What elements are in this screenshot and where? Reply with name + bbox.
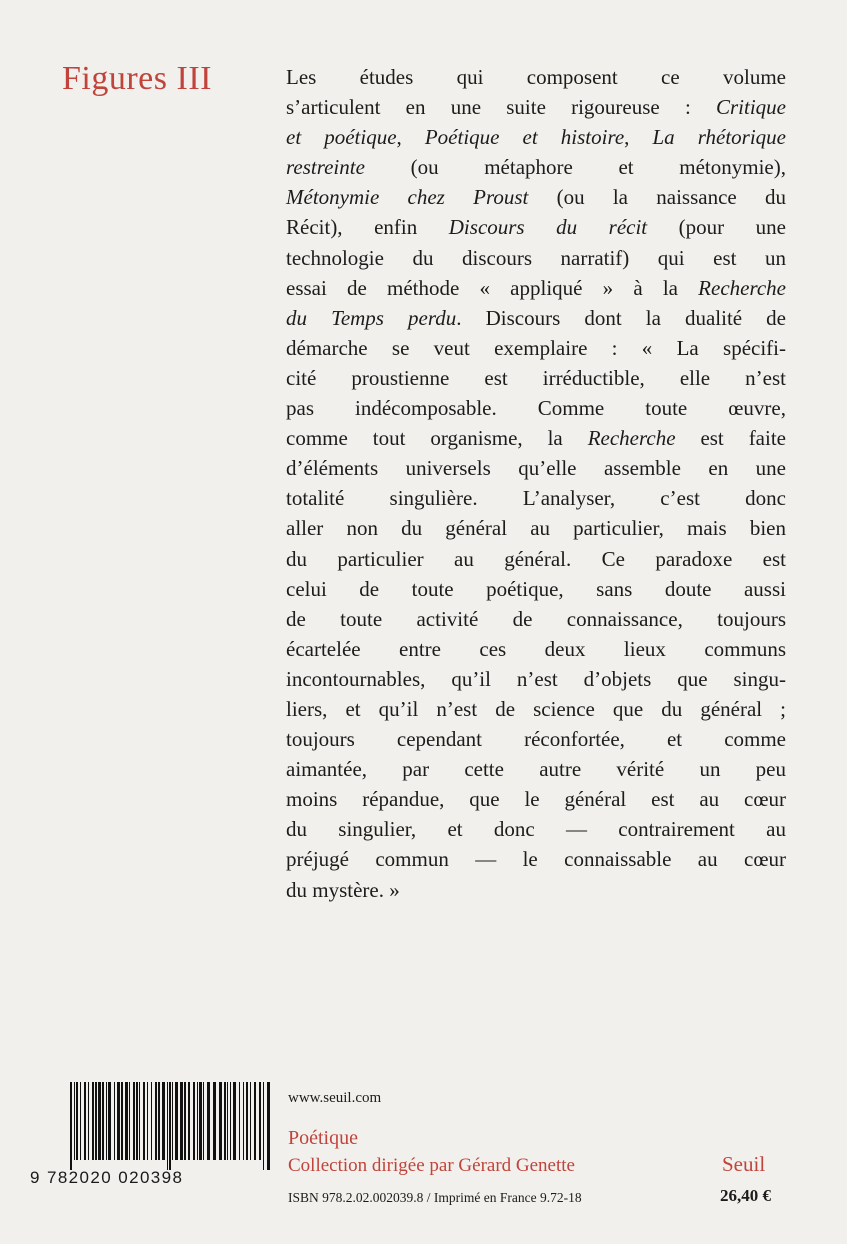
barcode-digits: 9 782020 020398 (30, 1168, 184, 1187)
barcode-bar (106, 1082, 107, 1160)
collection-director: Collection dirigée par Gérard Genette (288, 1155, 575, 1176)
barcode-block (30, 1082, 270, 1202)
blurb-line: liers, et qu’il n’est de science que du général ; (286, 696, 786, 721)
barcode-bar (246, 1082, 248, 1160)
isbn-line: ISBN 978.2.02.002039.8 / Imprimé en France 9.72-18 (288, 1190, 582, 1205)
barcode-bar (92, 1082, 94, 1160)
barcode-bar (233, 1082, 236, 1160)
barcode-bar (199, 1082, 202, 1160)
blurb-line: celui de toute poétique, sans doute aussi (286, 576, 786, 601)
blurb-line: du particulier au général. Ce paradoxe est (286, 546, 786, 571)
book-title: Figures III (62, 60, 212, 97)
blurb-line: moins répandue, que le général est au cœur (286, 787, 786, 812)
blurb-line: aimantée, par cette autre vérité un peu (286, 757, 786, 782)
barcode-bar (125, 1082, 128, 1160)
blurb-line: toujours cependant réconfortée, et comme (286, 727, 786, 752)
barcode-bar (70, 1082, 72, 1170)
barcode-bar (169, 1082, 171, 1170)
barcode-bar (180, 1082, 183, 1160)
blurb-line: du mystère. » (286, 877, 400, 902)
barcode-bar (227, 1082, 228, 1160)
blurb-line: de toute activité de connaissance, toujours (286, 606, 786, 631)
blurb-line: incontournables, qu’il n’est d’objets que singu- (286, 666, 786, 691)
blurb-line: s’articulent en une suite rigoureuse : Critique (286, 95, 786, 120)
blurb-line: d’éléments universels qu’elle assemble en une (286, 456, 786, 481)
barcode-bar (80, 1082, 81, 1160)
blurb-line: du Temps perdu. Discours dont la dualité de (286, 305, 787, 330)
barcode-bar (151, 1082, 152, 1160)
blurb-line: technologie du discours narratif) qui est un (286, 245, 786, 270)
barcode-bar (162, 1082, 165, 1160)
collection-name: Poétique (288, 1127, 358, 1149)
blurb-line: et poétique, Poétique et histoire, La rhétorique (286, 125, 786, 150)
blurb-line: écartelée entre ces deux lieux communs (286, 636, 786, 661)
barcode-bar (243, 1082, 244, 1160)
blurb-line: cité proustienne est irréductible, elle n’est (286, 365, 786, 390)
barcode-bar (219, 1082, 222, 1160)
barcode-icon (70, 1082, 270, 1170)
barcode-bar (203, 1082, 204, 1160)
barcode-bar (95, 1082, 97, 1160)
barcode-bar (147, 1082, 148, 1160)
barcode-bar (259, 1082, 261, 1160)
barcode-bar (114, 1082, 115, 1160)
barcode-bar (136, 1082, 138, 1160)
blurb-line: aller non du général au particulier, mais bien (286, 516, 786, 541)
barcode-bar (76, 1082, 78, 1160)
barcode-bar (74, 1082, 75, 1160)
price: 26,40 € (720, 1186, 771, 1205)
blurb-line: démarche se veut exemplaire : « La spécifi- (286, 335, 786, 360)
barcode-bar (254, 1082, 256, 1160)
blurb-line: Métonymie chez Proust (ou la naissance du (286, 185, 786, 210)
barcode-bar (188, 1082, 190, 1160)
barcode-bar (267, 1082, 270, 1170)
blurb-line: totalité singulière. L’analyser, c’est donc (286, 486, 786, 511)
barcode-bar (88, 1082, 89, 1160)
barcode-bar (143, 1082, 145, 1160)
blurb-line: Les études qui composent ce volume (286, 65, 786, 89)
barcode-bar (184, 1082, 186, 1160)
barcode-bar (158, 1082, 160, 1160)
barcode-bar (263, 1082, 264, 1170)
publisher-name: Seuil (722, 1152, 766, 1176)
barcode-bar (102, 1082, 104, 1160)
blurb-line: comme tout organisme, la Recherche est faite (286, 426, 786, 451)
blurb-line: préjugé commun — le connaissable au cœur (286, 847, 786, 872)
barcode-bar (117, 1082, 120, 1160)
barcode-bar (193, 1082, 195, 1160)
barcode-bar (175, 1082, 178, 1160)
publisher-website: www.seuil.com (288, 1090, 382, 1106)
barcode-bar (167, 1082, 168, 1170)
blurb-line: pas indécomposable. Comme toute œuvre, (286, 396, 786, 421)
barcode-bar (84, 1082, 86, 1160)
barcode-bar (250, 1082, 251, 1160)
barcode-bar (172, 1082, 173, 1160)
barcode-bar (230, 1082, 231, 1160)
barcode-bar (139, 1082, 140, 1160)
blurb-line: du singulier, et donc — contrairement au (286, 817, 786, 842)
barcode-bar (213, 1082, 216, 1160)
barcode-bar (239, 1082, 240, 1160)
barcode-bar (108, 1082, 111, 1160)
blurb-line: restreinte (ou métaphore et métonymie), (286, 155, 786, 180)
barcode-bar (197, 1082, 198, 1160)
blurb-text (286, 62, 786, 905)
barcode-bar (207, 1082, 210, 1160)
barcode-bar (155, 1082, 157, 1160)
barcode-bar (121, 1082, 123, 1160)
barcode-bar (129, 1082, 130, 1160)
barcode-bar (98, 1082, 101, 1160)
barcode-bar (133, 1082, 135, 1160)
blurb-line: Récit), enfin Discours du récit (pour une (286, 215, 786, 240)
blurb-line: essai de méthode « appliqué » à la Recherche (286, 275, 786, 300)
barcode-bar (224, 1082, 226, 1160)
